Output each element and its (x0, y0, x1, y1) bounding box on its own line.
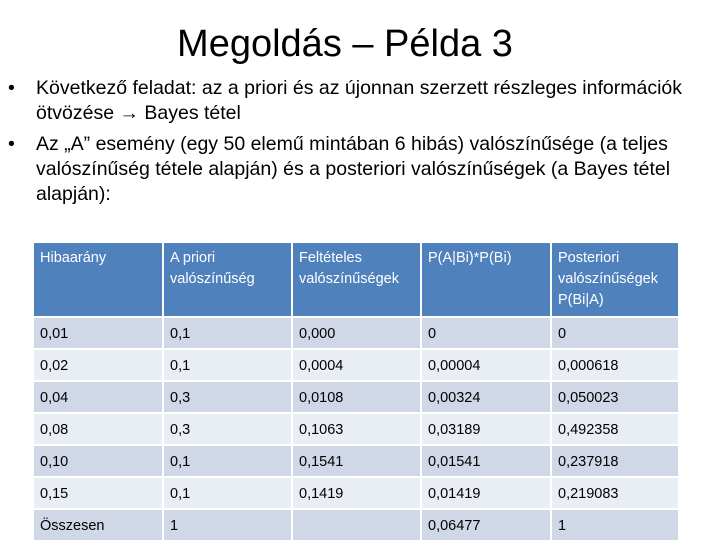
table-cell: 0,0108 (292, 381, 421, 413)
table-cell: 0,3 (163, 413, 292, 445)
bullet-text-1a: Következő feladat: az a priori és az újonnan szerzett részleges információk ötvözése (36, 77, 682, 124)
table-cell: 0,00004 (421, 349, 551, 381)
table-cell: 0,00324 (421, 381, 551, 413)
header-felteteles: Feltételes valószínűségek (292, 242, 421, 317)
table-row (33, 381, 679, 413)
table-cell: 0,01 (33, 317, 163, 349)
header-a-priori: A priori valószínűség (163, 242, 292, 317)
table-cell: 0 (551, 317, 679, 349)
bullet-list (6, 76, 696, 213)
header-product: P(A|Bi)*P(Bi) (421, 242, 551, 317)
table-cell: 0,000618 (551, 349, 679, 381)
table-cell: 0,000 (292, 317, 421, 349)
slide-title: Megoldás – Példa 3 (177, 23, 513, 65)
table-cell: 0,1541 (292, 445, 421, 477)
table-cell: 0,1 (163, 317, 292, 349)
bullet-item-1 (6, 76, 696, 126)
total-label-cell: Összesen (33, 509, 163, 541)
table-cell: 0,08 (33, 413, 163, 445)
table-cell: 0,1 (163, 477, 292, 509)
table-cell: 0,04 (33, 381, 163, 413)
total-posterior-cell: 1 (551, 509, 679, 541)
table-cell: 0,03189 (421, 413, 551, 445)
table-cell: 0 (421, 317, 551, 349)
table-cell: 0,10 (33, 445, 163, 477)
arrow-right-icon: → (119, 102, 139, 124)
table-cell: 0,219083 (551, 477, 679, 509)
table-row (33, 477, 679, 509)
total-product-cell: 0,06477 (421, 509, 551, 541)
table-cell: 0,1 (163, 445, 292, 477)
table-cell: 0,15 (33, 477, 163, 509)
bullet-text-1b: Bayes tétel (138, 102, 241, 124)
total-prior-cell: 1 (163, 509, 292, 541)
table-cell: 0,1 (163, 349, 292, 381)
header-posteriori: Posteriori valószínűségek P(Bi|A) (551, 242, 679, 317)
table-cell: 0,1419 (292, 477, 421, 509)
bullet-text-2: Az „A” esemény (egy 50 elemű mintában 6 hibás) valószínűsége (a teljes valószínűség tétele alapján) és a posteriori valószínűségek (a Bayes tétel alapján): (36, 133, 671, 205)
table-cell: 0,0004 (292, 349, 421, 381)
table-cell: 0,492358 (551, 413, 679, 445)
table-cell: 0,02 (33, 349, 163, 381)
total-empty-cell (292, 509, 421, 541)
table-cell: 0,1063 (292, 413, 421, 445)
bullet-item-2 (6, 132, 696, 207)
table-cell: 0,237918 (551, 445, 679, 477)
table-row (33, 349, 679, 381)
table-cell: 0,050023 (551, 381, 679, 413)
table-cell: 0,3 (163, 381, 292, 413)
table-cell: 0,01541 (421, 445, 551, 477)
header-hibaarany: Hibaarány (33, 242, 163, 317)
bullet-dot-icon: • (8, 133, 15, 155)
table-header-row (33, 242, 679, 317)
bayes-table (32, 241, 680, 542)
table-cell: 0,01419 (421, 477, 551, 509)
bullet-dot-icon: • (8, 77, 15, 99)
table-row (33, 317, 679, 349)
table-row (33, 445, 679, 477)
table-row (33, 413, 679, 445)
table-total-row (33, 509, 679, 541)
